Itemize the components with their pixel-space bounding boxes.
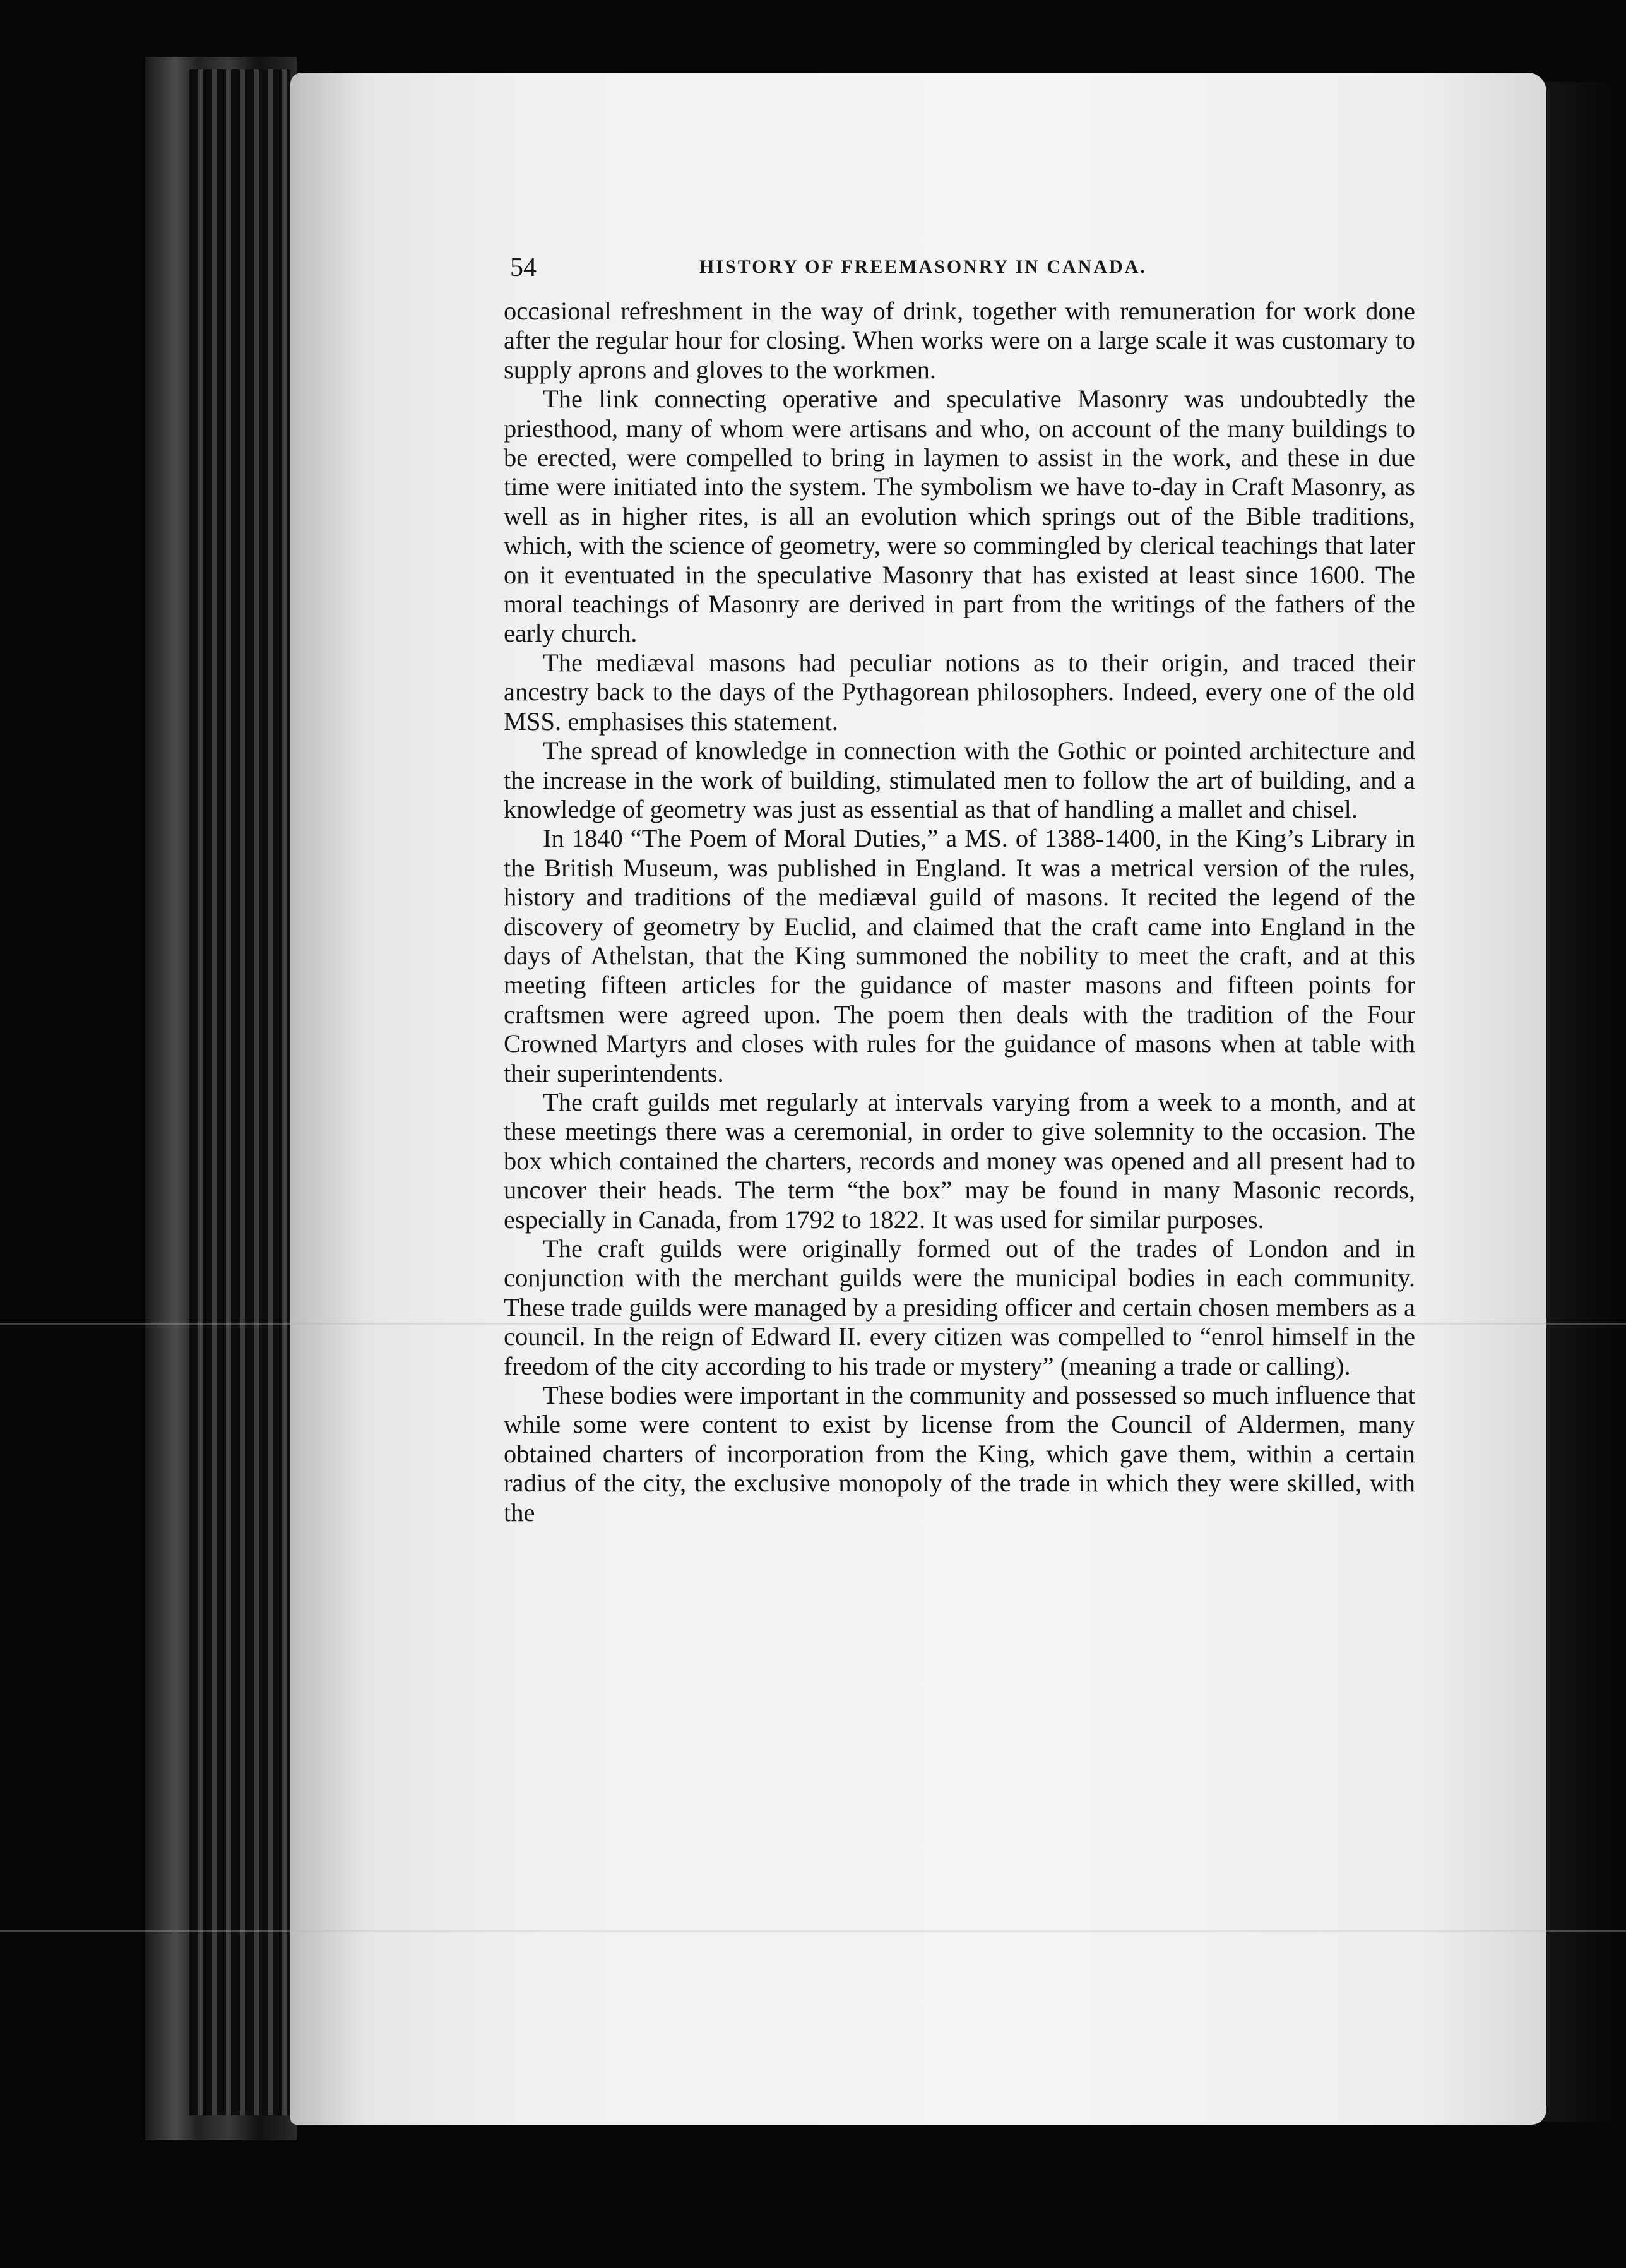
page-number: 54 (510, 253, 537, 282)
paragraph: These bodies were important in the community and possessed so much influence that while some were content to exist by license from the Council of Aldermen, many obtained charters of incorporation from the King, which gave them, within a certain radius of the city, the exclusive monopoly of the trade in which they were skilled, with the (504, 1381, 1415, 1527)
paragraph: The link connecting operative and speculative Masonry was undoubtedly the priesthood, many of whom were artisans and who, on account of the many buildings to be erected, were compelled to bring in laymen to assist in the work, and these in due time were initiated into the system. The symbolism we have to-day in Craft Masonry, as well as in higher rites, is all an evolution which springs out of the Bible traditions, which, with the science of geometry, were so commingled by clerical teachings that later on it eventuated in the speculative Masonry that has existed at least since 1600. The moral teachings of Masonry are derived in part from the writings of the fathers of the early church. (504, 385, 1415, 648)
paragraph: The craft guilds were originally formed out of the trades of London and in conjunction with the merchant guilds were the municipal bodies in each community. These trade guilds were managed by a presiding officer and certain chosen members as a council. In the reign of Edward II. every citizen was compelled to “enrol himself in the freedom of the city according to his trade or mystery” (meaning a trade or calling). (504, 1234, 1415, 1380)
paragraph: The craft guilds met regularly at intervals varying from a week to a month, and at these meetings there was a ceremonial, in order to give solemnity to the occasion. The box which contained the charters, records and money was opened and all present had to uncover their heads. The term “the box” may be found in many Masonic records, especially in Canada, from 1792 to 1822. It was used for similar purposes. (504, 1087, 1415, 1234)
page-stack-edge (189, 69, 290, 2115)
scan-artifact-line (0, 1930, 1626, 1932)
running-head (510, 253, 1419, 284)
body-text (504, 297, 1415, 1527)
paragraph: occasional refreshment in the way of drink, together with remuneration for work done after the regular hour for closing. When works were on a large scale it was customary to supply aprons and gloves to the workmen. (504, 297, 1415, 384)
paragraph: The mediæval masons had peculiar notions as to their origin, and traced their ancestry back to the days of the Pythagorean philosophers. Indeed, every one of the old MSS. emphasises this statement. (504, 648, 1415, 736)
paragraph: In 1840 “The Poem of Moral Duties,” a MS. of 1388-1400, in the King’s Library in the British Museum, was published in England. It was a metrical version of the rules, history and traditions of the mediæval guild of masons. It recited the legend of the discovery of geometry by Euclid, and claimed that the craft came into England in the days of Athelstan, that the King summoned the nobility to meet the craft, and at this meeting fifteen articles for the guidance of master masons and fifteen points for craftsmen were agreed upon. The poem then deals with the tradition of the Four Crowned Martyrs and closes with rules for the guidance of masons when at table with their superintendents. (504, 824, 1415, 1087)
paragraph: The spread of knowledge in connection with the Gothic or pointed architecture and the increase in the work of building, stimulated men to follow the art of building, and a knowledge of geometry was just as essential as that of handling a mallet and chisel. (504, 736, 1415, 823)
running-head-title: HISTORY OF FREEMASONRY IN CANADA. (699, 256, 1147, 277)
